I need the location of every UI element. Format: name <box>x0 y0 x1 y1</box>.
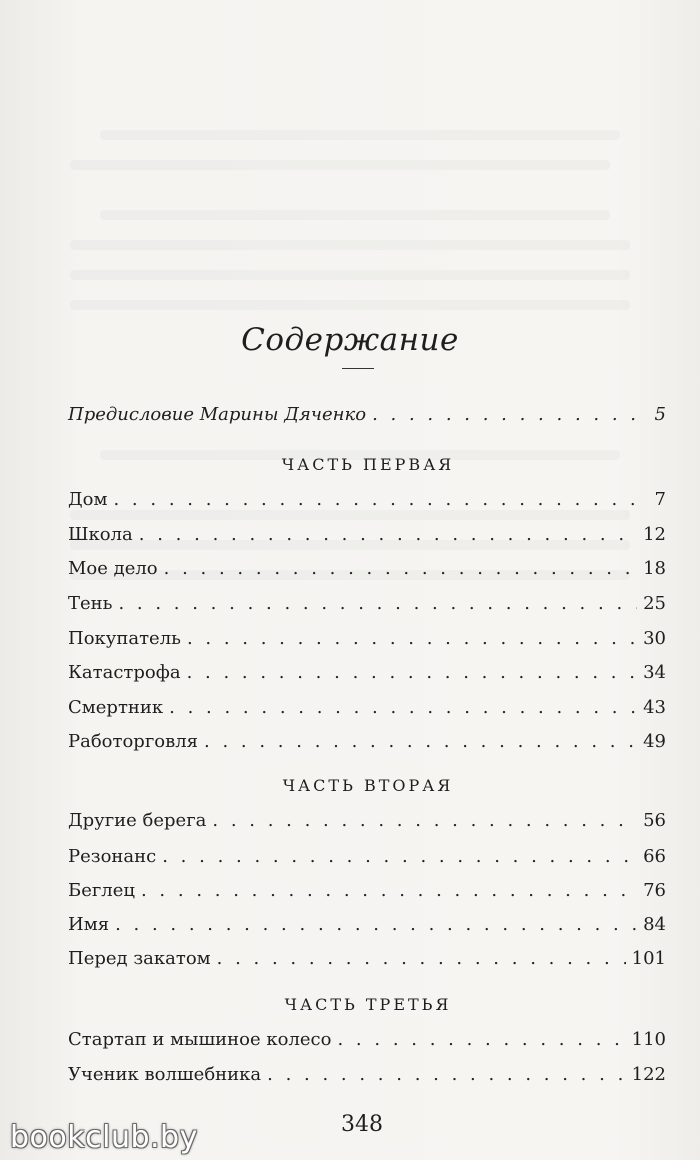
entry-page: 43 <box>643 697 666 718</box>
leader-dots <box>115 914 637 935</box>
entry-label: Ученик волшебника <box>68 1064 262 1085</box>
title-underline <box>342 368 374 369</box>
entry-label: Мое дело <box>68 558 158 579</box>
toc-entry[interactable] <box>68 846 666 872</box>
entry-label: Другие берега <box>68 810 207 831</box>
toc-entry[interactable] <box>68 1064 666 1090</box>
toc-entry[interactable] <box>68 697 666 723</box>
toc-entry[interactable] <box>68 524 666 550</box>
leader-dots <box>217 948 626 969</box>
leader-dots <box>164 558 637 579</box>
leader-dots <box>267 1064 626 1085</box>
toc-entry[interactable] <box>68 810 666 836</box>
entry-label: Стартап и мышиное колесо <box>68 1029 332 1050</box>
entry-label: Покупатель <box>68 628 181 649</box>
leader-dots <box>337 1029 625 1050</box>
entry-label: Работорговля <box>68 731 199 752</box>
entry-page: 34 <box>643 662 666 683</box>
toc-entry-preface[interactable] <box>68 404 666 430</box>
entry-page: 7 <box>654 489 666 510</box>
leader-dots <box>118 593 637 614</box>
toc-entry[interactable] <box>68 948 666 974</box>
entry-label: Тень <box>68 593 113 614</box>
entry-page: 18 <box>643 558 666 579</box>
toc-entry[interactable] <box>68 914 666 940</box>
entry-label: Перед закатом <box>68 948 211 969</box>
toc-entry[interactable] <box>68 628 666 654</box>
entry-page: 56 <box>643 810 666 831</box>
entry-page: 66 <box>643 846 666 867</box>
toc-entry[interactable] <box>68 731 666 757</box>
entry-page: 110 <box>631 1029 666 1050</box>
entry-page: 49 <box>643 731 666 752</box>
leader-dots <box>372 404 648 425</box>
leader-dots <box>162 846 637 867</box>
toc-entry[interactable] <box>68 593 666 619</box>
entry-page: 122 <box>631 1064 666 1085</box>
entry-page: 25 <box>643 593 666 614</box>
leader-dots <box>141 880 637 901</box>
entry-page: 84 <box>643 914 666 935</box>
toc-entry[interactable] <box>68 489 666 515</box>
part-heading-3: ЧАСТЬ ТРЕТЬЯ <box>284 995 452 1014</box>
toc-entry[interactable] <box>68 558 666 584</box>
leader-dots <box>212 810 637 831</box>
entry-page: 5 <box>654 404 666 425</box>
page-number: 348 <box>341 1112 383 1137</box>
entry-label: Катастрофа <box>68 662 181 683</box>
site-watermark: bookclub.by <box>10 1120 198 1155</box>
leader-dots <box>187 628 637 649</box>
entry-page: 30 <box>643 628 666 649</box>
entry-label: Имя <box>68 914 110 935</box>
leader-dots <box>187 662 638 683</box>
entry-label: Школа <box>68 524 133 545</box>
leader-dots <box>113 489 648 510</box>
part-heading-2: ЧАСТЬ ВТОРАЯ <box>282 776 454 795</box>
entry-label: Смертник <box>68 697 164 718</box>
toc-entry[interactable] <box>68 662 666 688</box>
entry-label: Дом <box>68 489 108 510</box>
leader-dots <box>139 524 637 545</box>
part-heading-1: ЧАСТЬ ПЕРВАЯ <box>281 455 455 474</box>
toc-entry[interactable] <box>68 1029 666 1055</box>
toc-title: Содержание <box>241 322 459 358</box>
leader-dots <box>204 731 637 752</box>
toc-entry[interactable] <box>68 880 666 906</box>
entry-label: Резонанс <box>68 846 157 867</box>
leader-dots <box>169 697 637 718</box>
entry-label: Предисловие Марины Дяченко <box>68 404 367 425</box>
entry-page: 76 <box>643 880 666 901</box>
entry-page: 12 <box>643 524 666 545</box>
entry-page: 101 <box>631 948 666 969</box>
entry-label: Беглец <box>68 880 135 901</box>
